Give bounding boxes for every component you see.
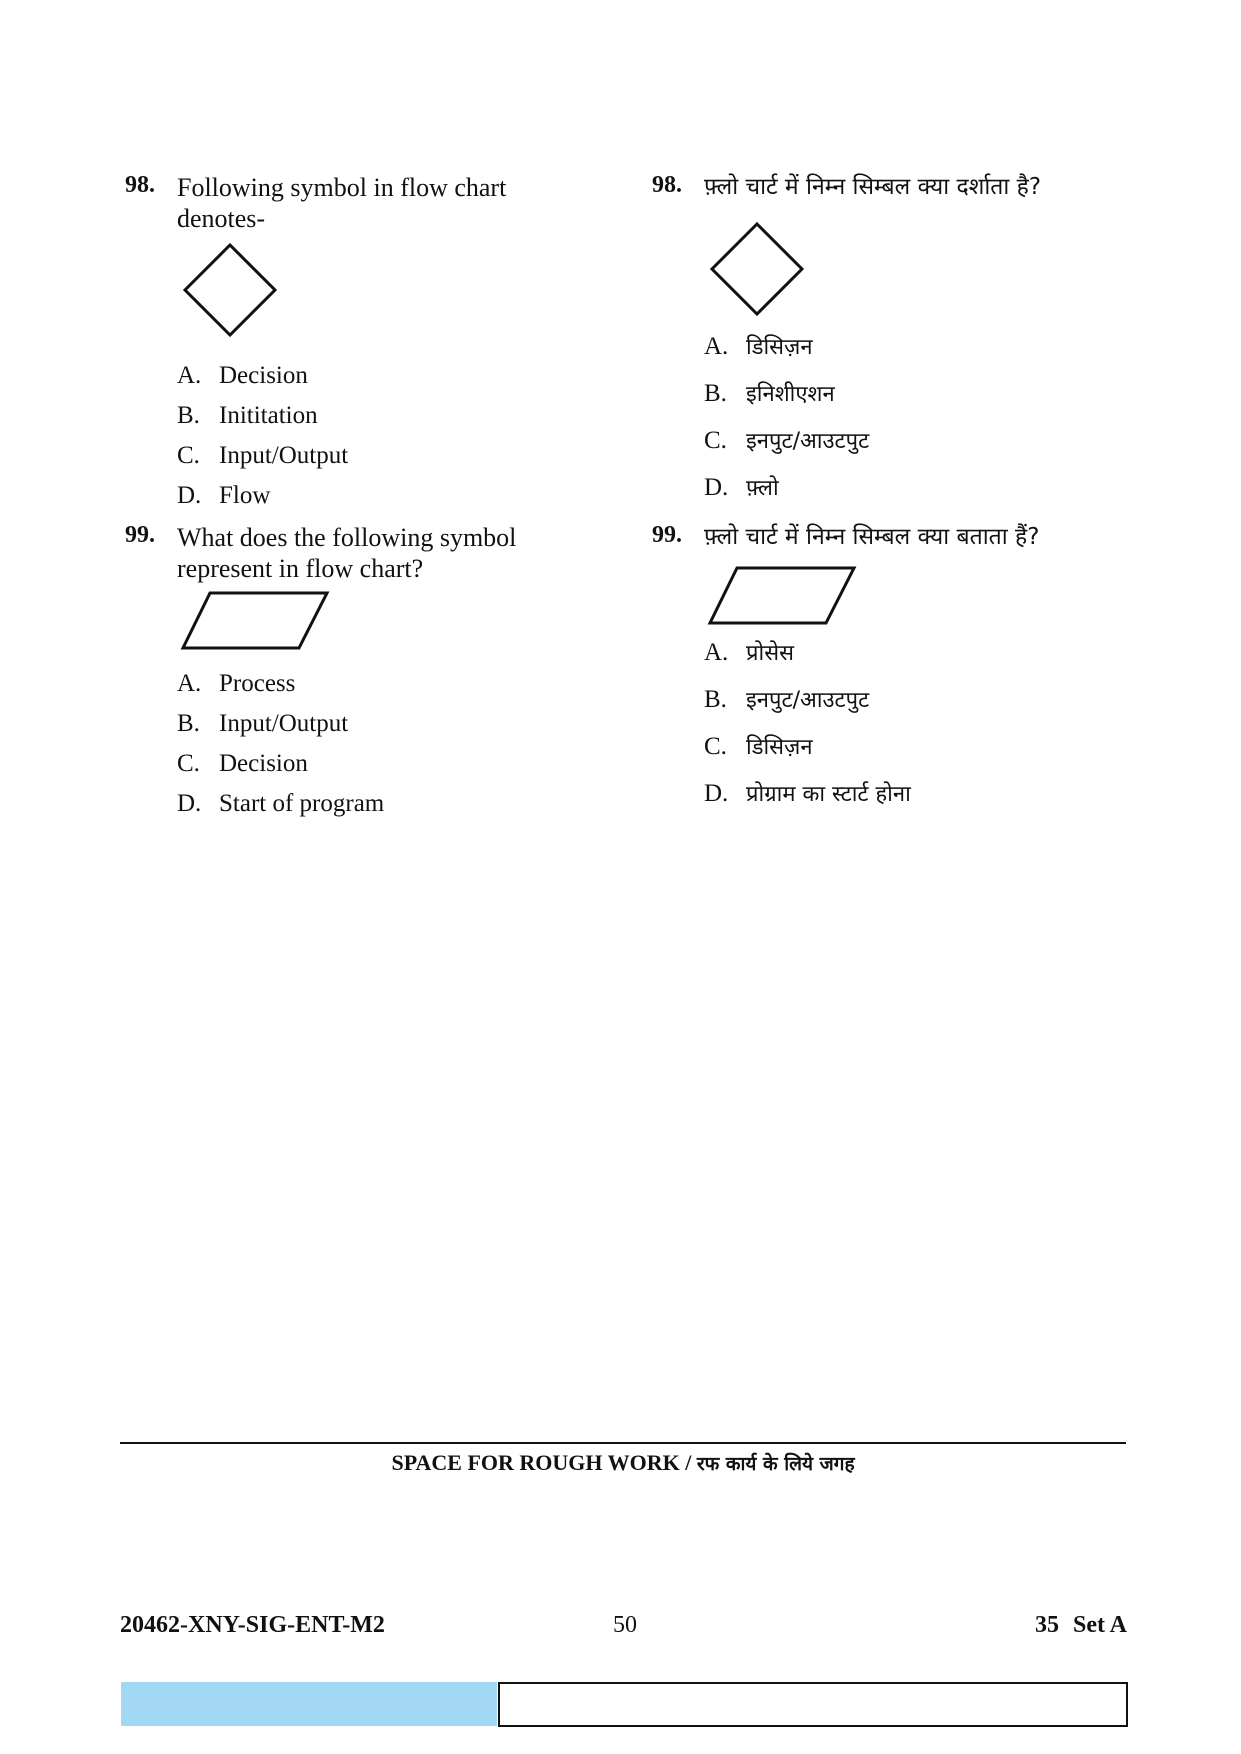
options-list <box>177 356 645 516</box>
footer-color-bar <box>121 1682 497 1726</box>
set-name: Set A <box>1073 1612 1127 1638</box>
question-number: 99. <box>125 522 155 548</box>
option-c[interactable]: C. डिसिज़न <box>704 733 813 760</box>
question-number: 98. <box>652 172 682 198</box>
input-output-parallelogram-icon <box>180 590 330 652</box>
question-99-english <box>125 522 645 824</box>
decision-diamond-icon <box>709 221 809 321</box>
question-text: फ़्लो चार्ट में निम्न सिम्बल क्या दर्शाता है? <box>704 174 1042 200</box>
option-d[interactable]: D. फ़्लो <box>704 474 779 501</box>
options-list <box>704 629 1172 817</box>
decision-diamond-icon <box>182 242 282 342</box>
question-text: फ़्लो चार्ट में निम्न सिम्बल क्या बताता हैं? <box>704 524 1040 550</box>
option-d[interactable]: D. प्रोग्राम का स्टार्ट होना <box>704 780 911 807</box>
rough-work-label <box>120 1450 1126 1476</box>
option-d[interactable]: D. Flow <box>177 482 271 509</box>
option-b[interactable]: B. Inititation <box>177 402 318 429</box>
question-number: 98. <box>125 172 155 198</box>
option-a[interactable]: A. Process <box>177 670 296 697</box>
rough-work-label-english: SPACE FOR ROUGH WORK / <box>391 1450 692 1475</box>
options-list <box>177 664 645 824</box>
option-a[interactable]: A. डिसिज़न <box>704 333 813 360</box>
option-c[interactable]: C. Input/Output <box>177 442 349 469</box>
question-text: Following symbol in flow chart denotes- <box>177 173 507 233</box>
option-b[interactable]: B. Input/Output <box>177 710 349 737</box>
rough-work-divider <box>120 1442 1126 1444</box>
question-98-hindi <box>652 172 1172 511</box>
input-output-parallelogram-icon <box>707 565 857 627</box>
question-98-english <box>125 172 645 516</box>
question-number: 99. <box>652 522 682 548</box>
option-a[interactable]: A. Decision <box>177 362 308 389</box>
question-99-hindi <box>652 522 1172 817</box>
option-b[interactable]: B. इनपुट/आउटपुट <box>704 686 870 713</box>
page-number: 50 <box>613 1612 637 1638</box>
footer-empty-box <box>498 1682 1128 1727</box>
option-c[interactable]: C. Decision <box>177 750 308 777</box>
rough-work-label-hindi: रफ कार्य के लिये जगह <box>696 1453 855 1475</box>
set-label <box>1035 1612 1127 1639</box>
option-c[interactable]: C. इनपुट/आउटपुट <box>704 427 870 454</box>
paper-code: 20462-XNY-SIG-ENT-M2 <box>120 1612 385 1638</box>
option-d[interactable]: D. Start of program <box>177 790 385 817</box>
options-list <box>704 323 1172 511</box>
option-a[interactable]: A. प्रोसेस <box>704 639 794 666</box>
booklet-number: 35 <box>1035 1612 1059 1638</box>
option-b[interactable]: B. इनिशीएशन <box>704 380 835 407</box>
question-text: What does the following symbol represent in flow chart? <box>177 523 517 583</box>
